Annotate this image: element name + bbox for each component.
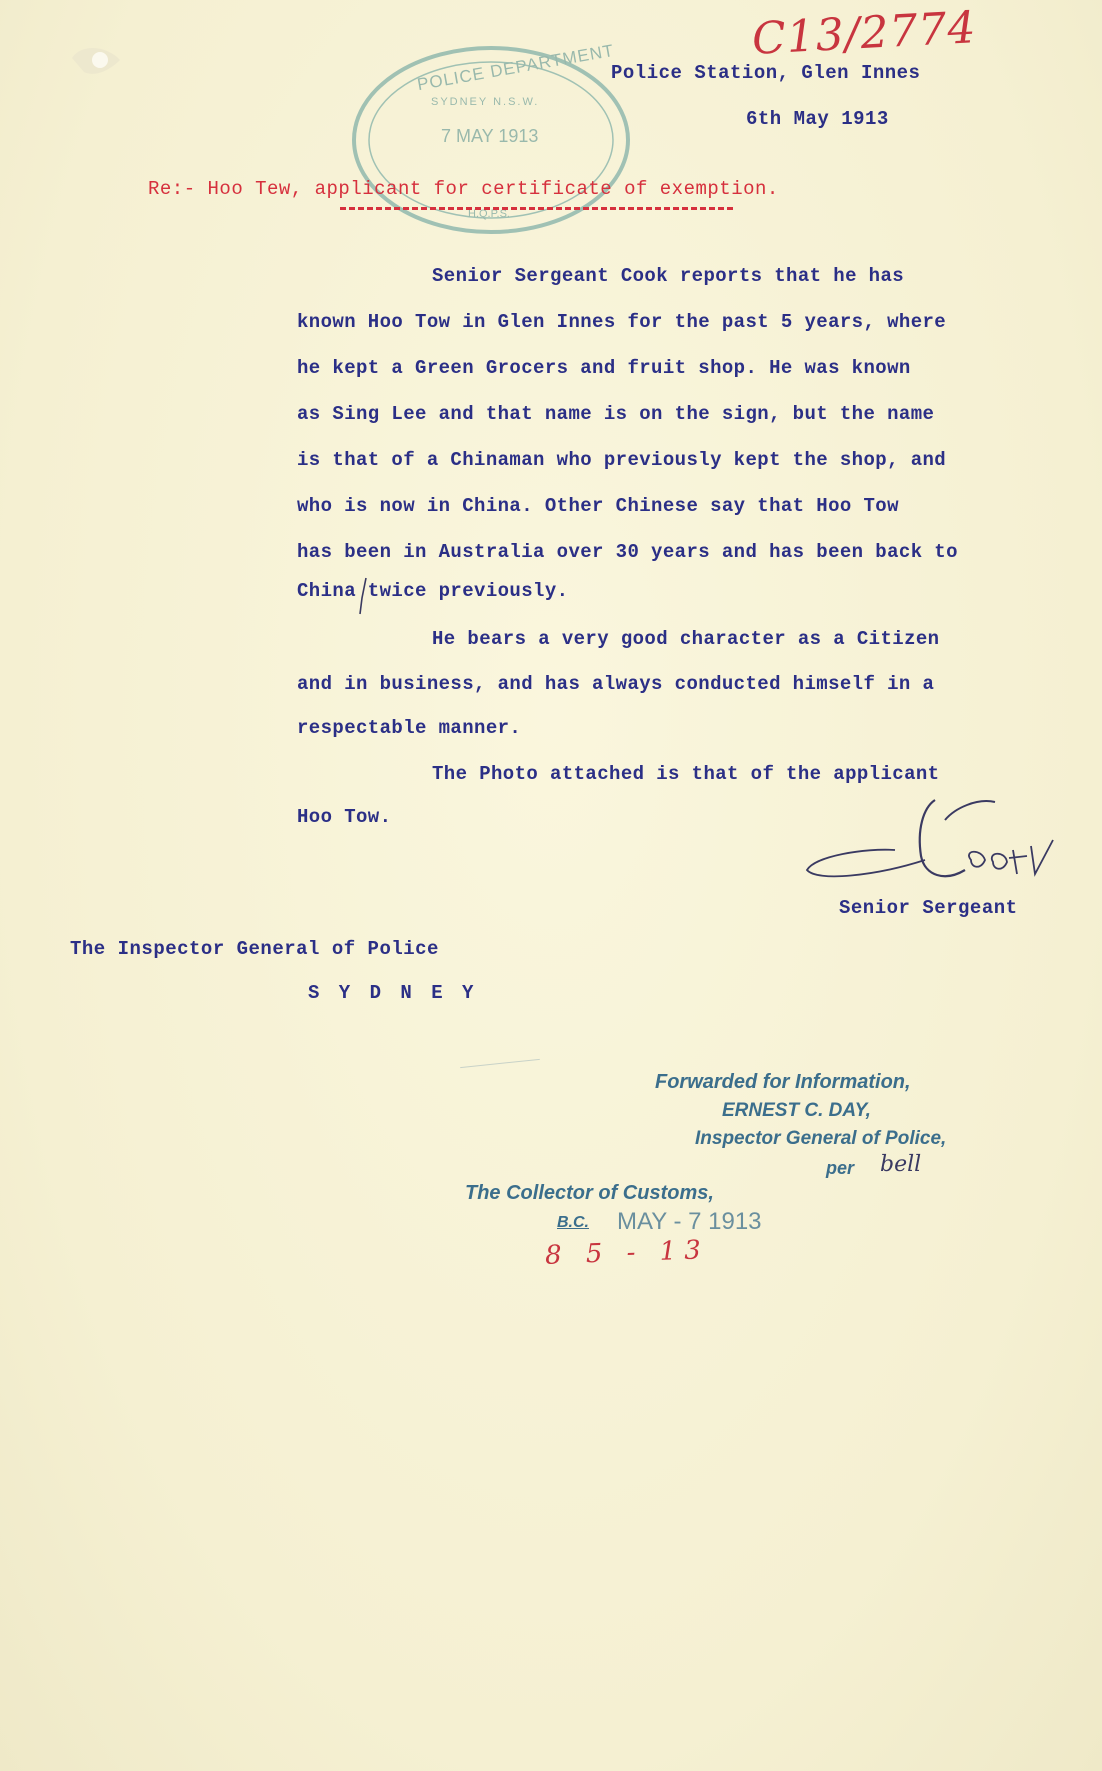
seal-bottom: H.Q.P.S. [468, 208, 510, 220]
addressee-line1: The Inspector General of Police [70, 938, 439, 960]
letter-date: 6th May 1913 [746, 108, 889, 130]
body-line: and in business, and has always conducted himself in a [297, 673, 935, 695]
body-line: Senior Sergeant Cook reports that he has [432, 265, 905, 287]
body-line: is that of a Chinaman who previously kept the shop, and [297, 449, 947, 471]
forward-stamp-line3: Inspector General of Police, [695, 1128, 947, 1149]
body-line: he kept a Green Grocers and fruit shop. He was known [297, 357, 911, 379]
body-line: has been in Australia over 30 years and has been back to [297, 541, 958, 563]
insertion-mark [356, 576, 370, 616]
station-line: Police Station, Glen Innes [611, 62, 921, 84]
body-line: who is now in China. Other Chinese say that Hoo Tow [297, 495, 899, 517]
faint-line [460, 1059, 540, 1068]
subject-line: Re:- Hoo Tew, applicant for certificate of exemption. [148, 178, 779, 200]
signature-title: Senior Sergeant [839, 897, 1018, 919]
collector-line: The Collector of Customs, [465, 1182, 714, 1204]
signature-drawing [795, 790, 1065, 900]
file-number: C13/2774 [750, 2, 978, 65]
forward-stamp-initials: bell [880, 1152, 922, 1177]
body-line: The Photo attached is that of the applicant [432, 763, 940, 785]
body-line: Hoo Tow. [297, 806, 392, 828]
collector-initials: B.C. [557, 1214, 589, 1231]
addressee-line2: S Y D N E Y [308, 982, 478, 1004]
seal-line2: SYDNEY N.S.W. [431, 96, 540, 108]
smudge-mark [62, 38, 132, 88]
seal-line1: POLICE DEPARTMENT [415, 40, 616, 95]
body-line: known Hoo Tow in Glen Innes for the past 5 years, where [297, 311, 947, 333]
body-line: He bears a very good character as a Citizen [432, 628, 940, 650]
received-date-handwritten: 8 5 - 13 [544, 1235, 710, 1271]
body-line: as Sing Lee and that name is on the sign, but the name [297, 403, 935, 425]
subject-underline [340, 207, 733, 210]
seal-date: 7 MAY 1913 [441, 126, 539, 146]
forward-stamp-line2: ERNEST C. DAY, [722, 1100, 871, 1121]
forward-stamp-per: per [826, 1158, 855, 1178]
collector-date: MAY - 7 1913 [617, 1208, 762, 1235]
body-line: respectable manner. [297, 717, 522, 739]
police-department-seal [346, 40, 636, 240]
body-line: China twice previously. [297, 580, 569, 602]
forward-stamp-line1: Forwarded for Information, [655, 1071, 911, 1093]
